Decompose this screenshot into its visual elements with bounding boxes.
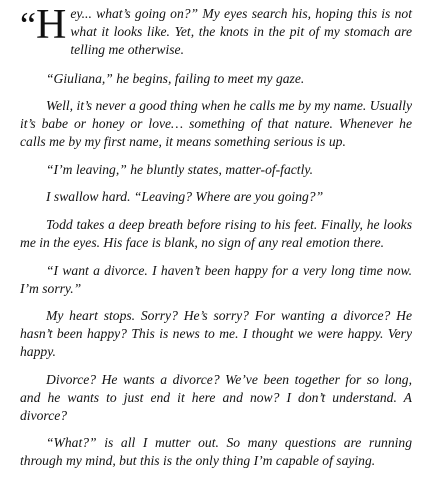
- paragraph: “Giuliana,” he begins, failing to meet my gaze.: [46, 70, 305, 86]
- drop-cap-letter: H: [35, 2, 66, 48]
- drop-cap: [20, 2, 66, 48]
- paragraph: “I want a divorce. I haven’t been happy for a very long time now. I’m sorry.”: [20, 262, 412, 296]
- paragraph: Divorce? He wants a divorce? We’ve been together for so long, and he wants to just end it here and now? I don’t understand. A divorce?: [20, 371, 412, 423]
- paragraph-opening-text: ey... what’s going on?” My eyes search his, hoping this is not what it looks like. Yet, the knots in the pit of my stomach are telling me otherwise.: [70, 6, 412, 57]
- paragraph: “I’m leaving,” he bluntly states, matter-of-factly.: [46, 161, 314, 177]
- paragraph: “What?” is all I mutter out. So many questions are running through my mind, but this is the only thing I’m capable of saying.: [20, 435, 412, 469]
- paragraph: Todd takes a deep breath before rising to his feet. Finally, he looks me in the eyes. His face is blank, no sign of any real emotion there.: [20, 216, 412, 250]
- paragraph: Well, it’s never a good thing when he calls me by my name. Usually it’s babe or honey or love… something of that nature. Whenever he calls me by my first name, it means something serious is up.: [20, 98, 412, 150]
- drop-cap-quote: “: [20, 5, 35, 45]
- paragraph: I swallow hard. “Leaving? Where are you going?”: [46, 189, 324, 205]
- paragraph: My heart stops. Sorry? He’s sorry? For wanting a divorce? He hasn’t been happy? This is news to me. I thought we were happy. Very happy.: [20, 308, 412, 360]
- paragraph-opening: [20, 2, 412, 59]
